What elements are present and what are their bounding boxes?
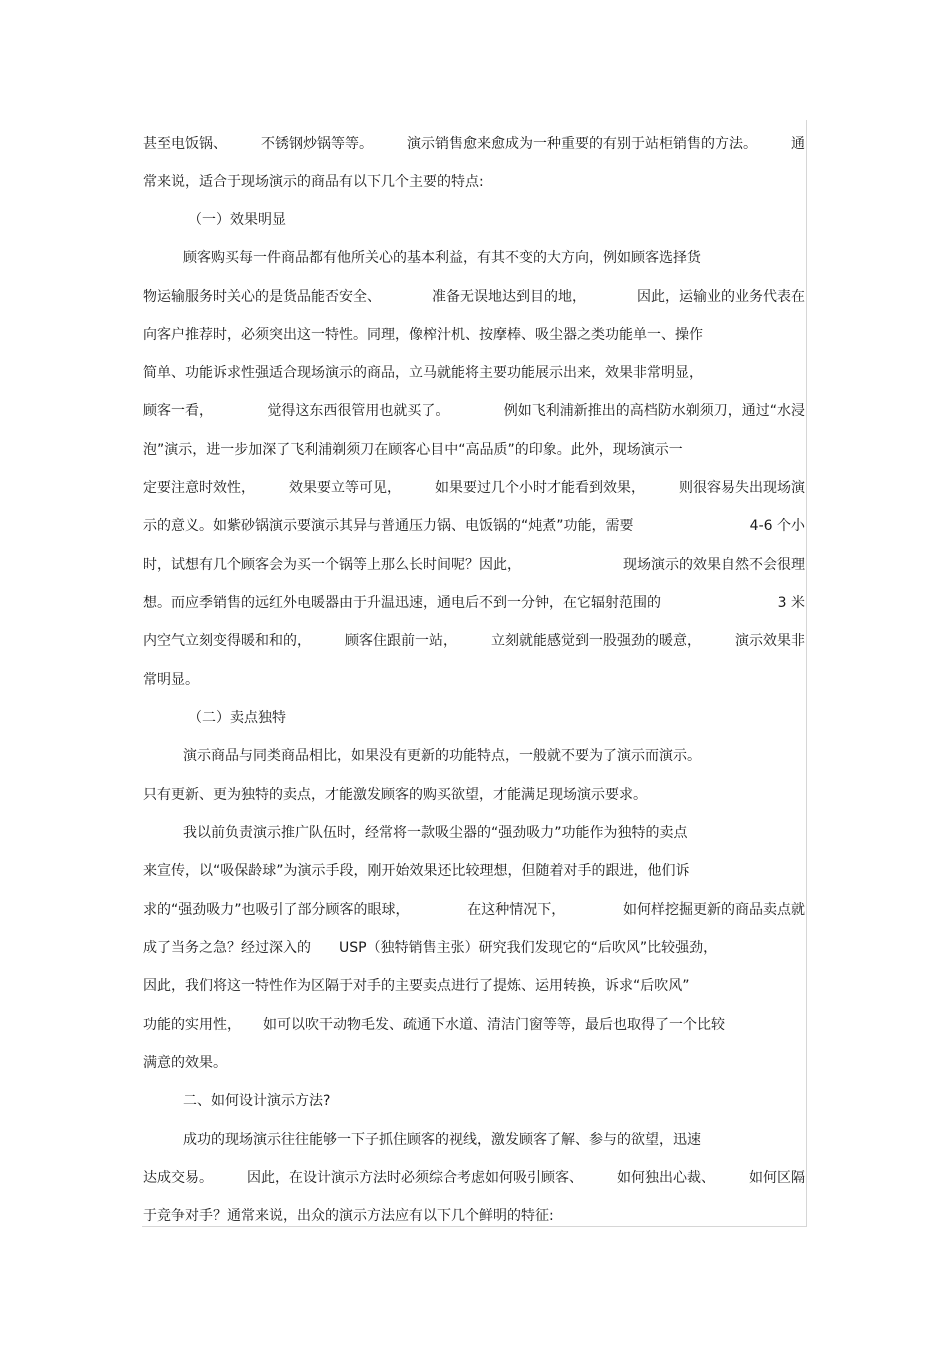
text-line: 求的“强劲吸力”也吸引了部分顾客的眼球， 在这种情况下， 如何样挖掘更新的商品卖点就 bbox=[143, 902, 805, 918]
text-line: 成了当务之急？经过深入的 USP（独特销售主张）研究我们发现它的“后吹风”比较强劲， bbox=[143, 940, 718, 956]
text-line: 示的意义。如紫砂锅演示要演示其异与普通压力锅、电饭锅的“炖煮”功能，需要 4-6 个小 bbox=[143, 518, 805, 534]
section-heading: （二）卖点独特 bbox=[188, 710, 286, 726]
text-line: 于竞争对手？通常来说，出众的演示方法应有以下几个鲜明的特征: bbox=[143, 1208, 554, 1224]
text-line: 常明显。 bbox=[143, 672, 199, 688]
text-line: 常来说，适合于现场演示的商品有以下几个主要的特点: bbox=[143, 174, 484, 190]
paragraph-first-line: 顾客购买每一件商品都有他所关心的基本利益，有其不变的大方向，例如顾客选择货 bbox=[183, 250, 701, 266]
text-line: 只有更新、更为独特的卖点，才能激发顾客的购买欲望，才能满足现场演示要求。 bbox=[143, 787, 647, 803]
text-line: 达成交易。 因此，在设计演示方法时必须综合考虑如何吸引顾客、 如何独出心裁、 如何区隔 bbox=[143, 1170, 805, 1186]
text-line: 定要注意时效性， 效果要立等可见， 如果要过几个小时才能看到效果， 则很容易失出现场演 bbox=[143, 480, 805, 496]
text-line: 功能的实用性， 如可以吹干动物毛发、疏通下水道、清洁门窗等等，最后也取得了一个比较 bbox=[143, 1017, 725, 1033]
text-line: 内空气立刻变得暖和和的， 顾客住跟前一站， 立刻就能感觉到一股强劲的暖意， 演示效果非 bbox=[143, 633, 805, 649]
section-heading: （一）效果明显 bbox=[188, 212, 286, 228]
text-line: 向客户推荐时，必须突出这一特性。同理，像榨汁机、按摩棒、吸尘器之类功能单一、操作 bbox=[143, 327, 703, 343]
text-line: 简单、功能诉求性强适合现场演示的商品，立马就能将主要功能展示出来，效果非常明显， bbox=[143, 365, 703, 381]
text-line: 来宣传，以“吸保龄球”为演示手段，刚开始效果还比较理想，但随着对手的跟进，他们诉 bbox=[143, 863, 690, 879]
section-heading: 二、如何设计演示方法? bbox=[183, 1093, 331, 1109]
text-line: 甚至电饭锅、 不锈钢炒锅等等。 演示销售愈来愈成为一种重要的有别于站柜销售的方法。 通 bbox=[143, 136, 805, 152]
text-line: 泡”演示，进一步加深了飞利浦剃须刀在顾客心目中“高品质”的印象。此外，现场演示一 bbox=[143, 442, 683, 458]
text-line: 顾客一看， 觉得这东西很管用也就买了。 例如飞利浦新推出的高档防水剃须刀，通过“水浸 bbox=[143, 403, 805, 419]
paragraph-first-line: 成功的现场演示往往能够一下子抓住顾客的视线，激发顾客了解、参与的欲望，迅速 bbox=[183, 1132, 701, 1148]
paragraph-first-line: 我以前负责演示推广队伍时，经常将一款吸尘器的“强劲吸力”功能作为独特的卖点 bbox=[183, 825, 688, 841]
paragraph-first-line: 演示商品与同类商品相比，如果没有更新的功能特点，一般就不要为了演示而演示。 bbox=[183, 748, 701, 764]
text-line: 因此，我们将这一特性作为区隔于对手的主要卖点进行了提炼、运用转换，诉求“后吹风” bbox=[143, 978, 690, 994]
text-line: 时，试想有几个顾客会为买一个锅等上那么长时间呢？因此， 现场演示的效果自然不会很理 bbox=[143, 557, 805, 573]
text-line: 物运输服务时关心的是货品能否安全、 准备无误地达到目的地， 因此，运输业的业务代表在 bbox=[143, 289, 805, 305]
text-line: 满意的效果。 bbox=[143, 1055, 227, 1071]
text-line: 想。而应季销售的远红外电暖器由于升温迅速，通电后不到一分钟，在它辐射范围的 3 米 bbox=[143, 595, 805, 611]
